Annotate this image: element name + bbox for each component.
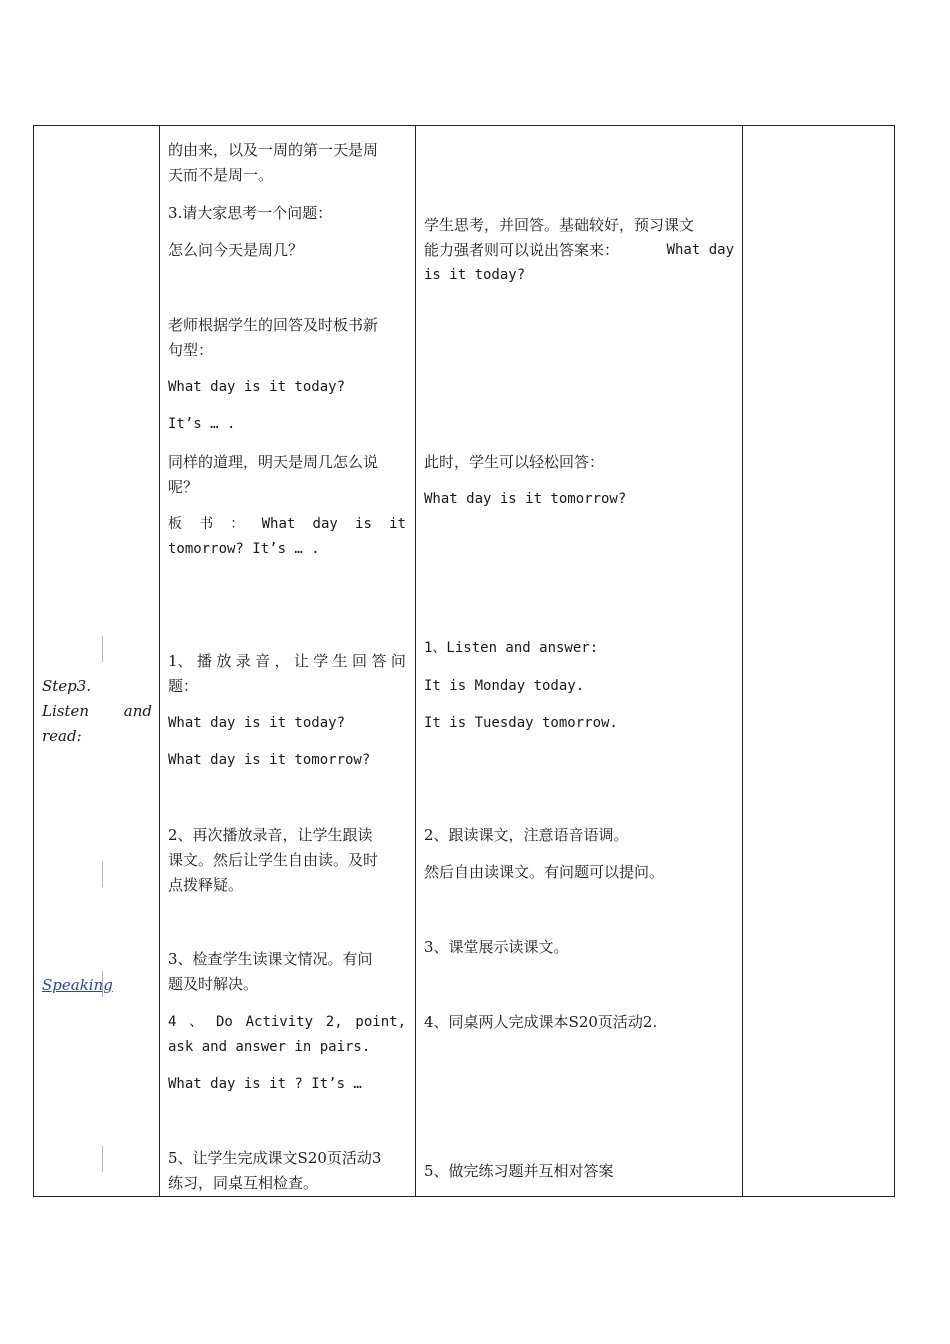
- word: 录: [235, 652, 251, 670]
- teacher-step-4: [168, 1010, 406, 1035]
- teacher-text: 3.请大家思考一个问题：: [168, 204, 333, 222]
- teacher-text: 呢？: [168, 478, 199, 496]
- word: 答: [371, 652, 387, 670]
- teacher-text: 练习，同桌互相检查。: [168, 1174, 319, 1192]
- column-divider: [415, 126, 416, 1196]
- teacher-text: 老师根据学生的回答及时板书新: [168, 316, 379, 334]
- teacher-step-2: 2、再次播放录音，让学生跟读: [168, 826, 373, 844]
- word: ，: [274, 652, 290, 670]
- lesson-plan-table: [33, 125, 895, 1197]
- teacher-text: 题：: [168, 677, 199, 695]
- word: 生: [332, 652, 348, 670]
- student-step-4: 4、同桌两人完成课本S20页活动2.: [424, 1013, 658, 1031]
- teacher-text: 天而不是周一。: [168, 166, 274, 184]
- word: 4: [168, 1014, 177, 1030]
- sentence-pattern: What day is it today?: [168, 379, 346, 395]
- word: 学: [313, 652, 329, 670]
- word: 音: [255, 652, 271, 670]
- word: Do: [215, 1014, 233, 1030]
- word: 播: [196, 652, 212, 670]
- student-text: 学生思考，并回答。基础较好，预习课文: [424, 216, 695, 234]
- step3-title: [42, 699, 152, 724]
- cell-marker: [102, 861, 103, 887]
- teacher-text: ask and answer in pairs.: [168, 1039, 371, 1055]
- word: it: [389, 516, 406, 532]
- student-step-5: 5、做完练习题并互相对答案: [424, 1162, 614, 1180]
- teacher-step-3: 3、检查学生读课文情况。有问: [168, 950, 373, 968]
- word: 回: [352, 652, 368, 670]
- student-text: It is Tuesday tomorrow.: [424, 715, 618, 731]
- word: 问: [390, 652, 406, 670]
- word: What: [261, 516, 296, 532]
- speaking-link[interactable]: Speaking: [42, 976, 113, 994]
- step3-subtitle: read:: [42, 727, 82, 745]
- student-text: is it today?: [424, 267, 526, 283]
- teacher-text: 同样的道理，明天是周几怎么说: [168, 453, 379, 471]
- word: day: [312, 516, 338, 532]
- teacher-text: 题及时解决。: [168, 975, 259, 993]
- word: ：: [230, 516, 245, 532]
- step3-word: Listen: [42, 702, 90, 720]
- word: 板: [168, 516, 182, 532]
- teacher-text: 点拨释疑。: [168, 876, 244, 894]
- cell-marker: [102, 636, 103, 662]
- word: point,: [355, 1014, 406, 1030]
- student-text: [424, 238, 734, 263]
- student-text: What day is it tomorrow?: [424, 491, 627, 507]
- column-divider: [742, 126, 743, 1196]
- sentence-pattern: It’s … .: [168, 416, 236, 432]
- teacher-text: 怎么问今天是周几？: [168, 241, 304, 259]
- word: 让: [293, 652, 309, 670]
- word: 1、: [168, 652, 193, 670]
- student-text: 然后自由读课文。有问题可以提问。: [424, 863, 665, 881]
- word: Activity: [245, 1014, 314, 1030]
- blackboard-line: [168, 512, 406, 537]
- student-text: It is Monday today.: [424, 678, 585, 694]
- teacher-step-1: [168, 649, 406, 674]
- student-text: 此时，学生可以轻松回答：: [424, 453, 605, 471]
- column-divider: [159, 126, 160, 1196]
- teacher-text: 课文。然后让学生自由读。及时: [168, 851, 379, 869]
- word: 2,: [325, 1014, 343, 1030]
- teacher-text: 的由来，以及一周的第一天是周: [168, 141, 379, 159]
- word: 放: [216, 652, 232, 670]
- word: 书: [199, 516, 214, 532]
- student-text-part: 能力强者则可以说出答案来：: [424, 241, 620, 259]
- student-step-1: 1、Listen and answer:: [424, 640, 599, 656]
- word: is: [355, 516, 372, 532]
- student-step-2: 2、跟读课文，注意语音语调。: [424, 826, 629, 844]
- teacher-step-5: 5、让学生完成课文S20页活动3: [168, 1149, 382, 1167]
- sentence-pattern: tomorrow? It’s … .: [168, 541, 320, 557]
- step3-label: Step3.: [42, 677, 92, 695]
- student-step-3: 3、课堂展示读课文。: [424, 938, 569, 956]
- step3-word: and: [123, 702, 152, 720]
- question-text: What day is it today?: [168, 715, 346, 731]
- word: 、: [189, 1014, 204, 1030]
- question-text: What day is it ? It’s …: [168, 1076, 362, 1092]
- teacher-text: 句型：: [168, 341, 214, 359]
- student-text-part: What day: [666, 242, 734, 258]
- question-text: What day is it tomorrow?: [168, 752, 371, 768]
- cell-marker: [102, 1146, 103, 1172]
